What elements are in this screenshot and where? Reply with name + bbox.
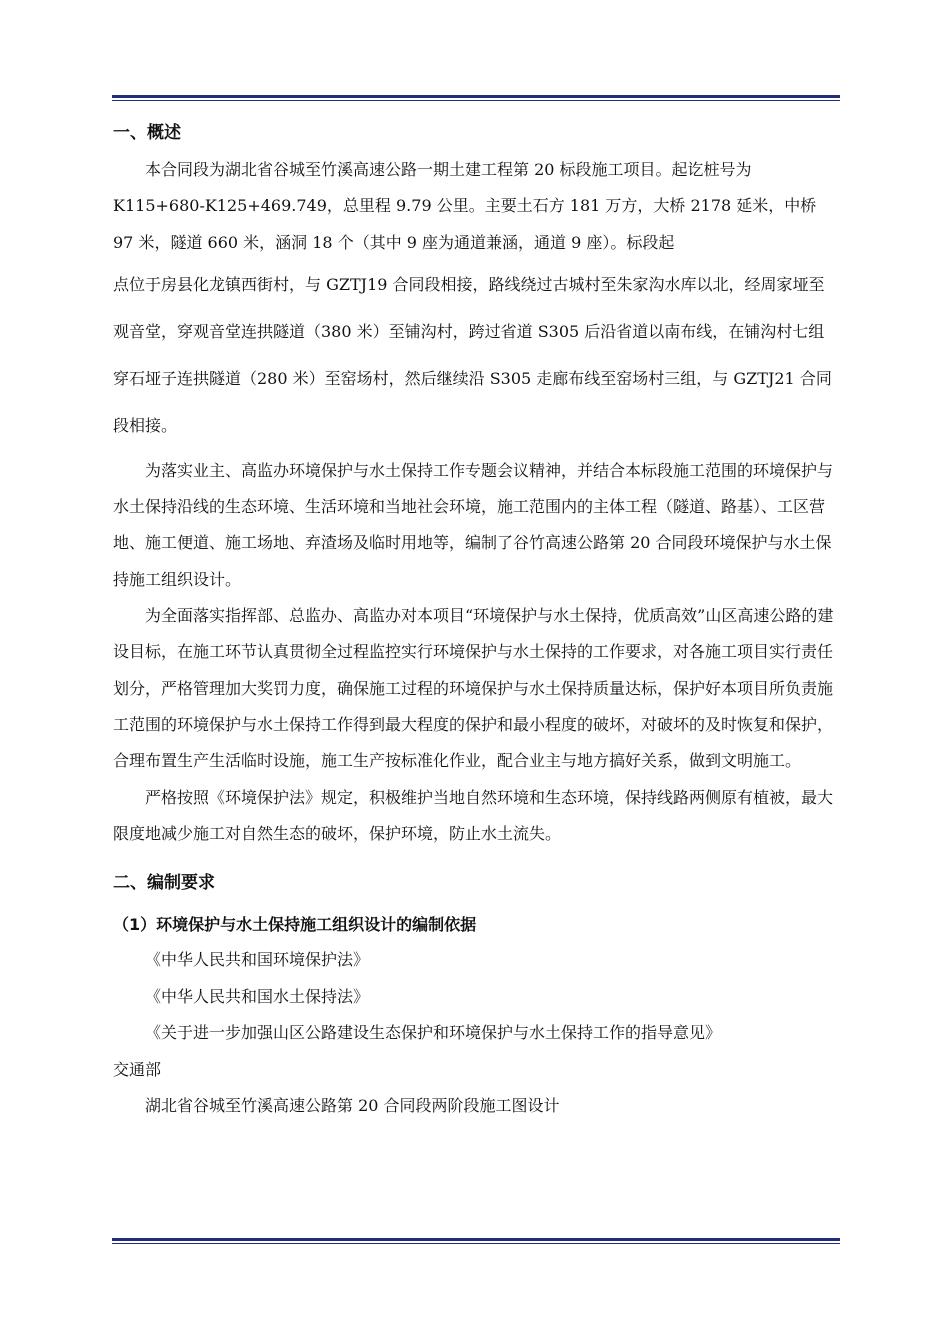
reference-document-source: 交通部	[113, 1059, 162, 1079]
paragraph-purpose: 为落实业主、高监办环境保护与水土保持工作专题会议精神，并结合本标段施工范围的环境保护与水土保持沿线的生态环境、生活环境和当地社会环境，施工范围内的主体工程（隧道、路基）、工区营地、施工便道、施工场地、弃渣场及临时用地等，编制了谷竹高速公路第 20 合同段环境保护与水土保持施工组织设计。	[113, 460, 834, 589]
section-heading-requirements: 二、编制要求	[113, 873, 215, 894]
header-rule	[112, 95, 840, 101]
reference-document: 《中华人民共和国水土保持法》	[145, 986, 370, 1006]
paragraph-route-description: 点位于房县化龙镇西街村，与 GZTJ19 合同段相接，路线绕过古城村至朱家沟水库以北，经周家垭至观音堂，穿观音堂连拱隧道（380 米）至铺沟村，跨过省道 S305 后沿省道以南布线，在铺沟村七组穿石垭子连拱隧道（280 米）至窑场村，然后继续沿 S305 走廊布线至窑场村三组，与 GZTJ21 合同段相接。	[113, 274, 832, 435]
section-heading-overview: 一、概述	[113, 123, 181, 143]
subsection-heading-basis: （1）环境保护与水土保持施工组织设计的编制依据	[113, 915, 477, 935]
footer-rule	[112, 1238, 840, 1244]
document-body	[113, 118, 840, 1125]
paragraph-law-compliance: 严格按照《环境保护法》规定，积极维护当地自然环境和生态环境，保持线路两侧原有植被，最大限度地减少施工对自然生态的破坏，保护环境，防止水土流失。	[113, 787, 834, 843]
reference-document: 《关于进一步加强山区公路建设生态保护和环境保护与水土保持工作的指导意见》	[145, 1023, 722, 1043]
paragraph-goals: 为全面落实指挥部、总监办、高监办对本项目“环境保护与水土保持，优质高效”山区高速公路的建设目标，在施工环节认真贯彻全过程监控实行环境保护与水土保持的工作要求，对各施工项目实行责任划分，严格管理加大奖罚力度，确保施工过程的环境保护与水土保持质量达标，保护好本项目所负责施工范围的环境保护与水土保持工作得到最大程度的保护和最小程度的破坏，对破坏的及时恢复和保护， 合理布置生产生活临时设施，施工生产按标准化作业，配合业主与地方搞好关系，做到文明施工。	[113, 606, 834, 771]
paragraph-project-scope: 本合同段为湖北省谷城至竹溪高速公路一期土建工程第 20 标段施工项目。起讫桩号为 K115+680-K125+469.749，总里程 9.79 公里。主要土石方 181 万方，大桥 2178 延米，中桥 97 米，隧道 660 米，涵洞 18 个（其中 9 座为通道兼涵，通道 9 座）。标段起	[113, 160, 817, 252]
reference-document: 《中华人民共和国环境保护法》	[145, 950, 370, 970]
reference-document: 湖北省谷城至竹溪高速公路第 20 合同段两阶段施工图设计	[145, 1096, 560, 1116]
